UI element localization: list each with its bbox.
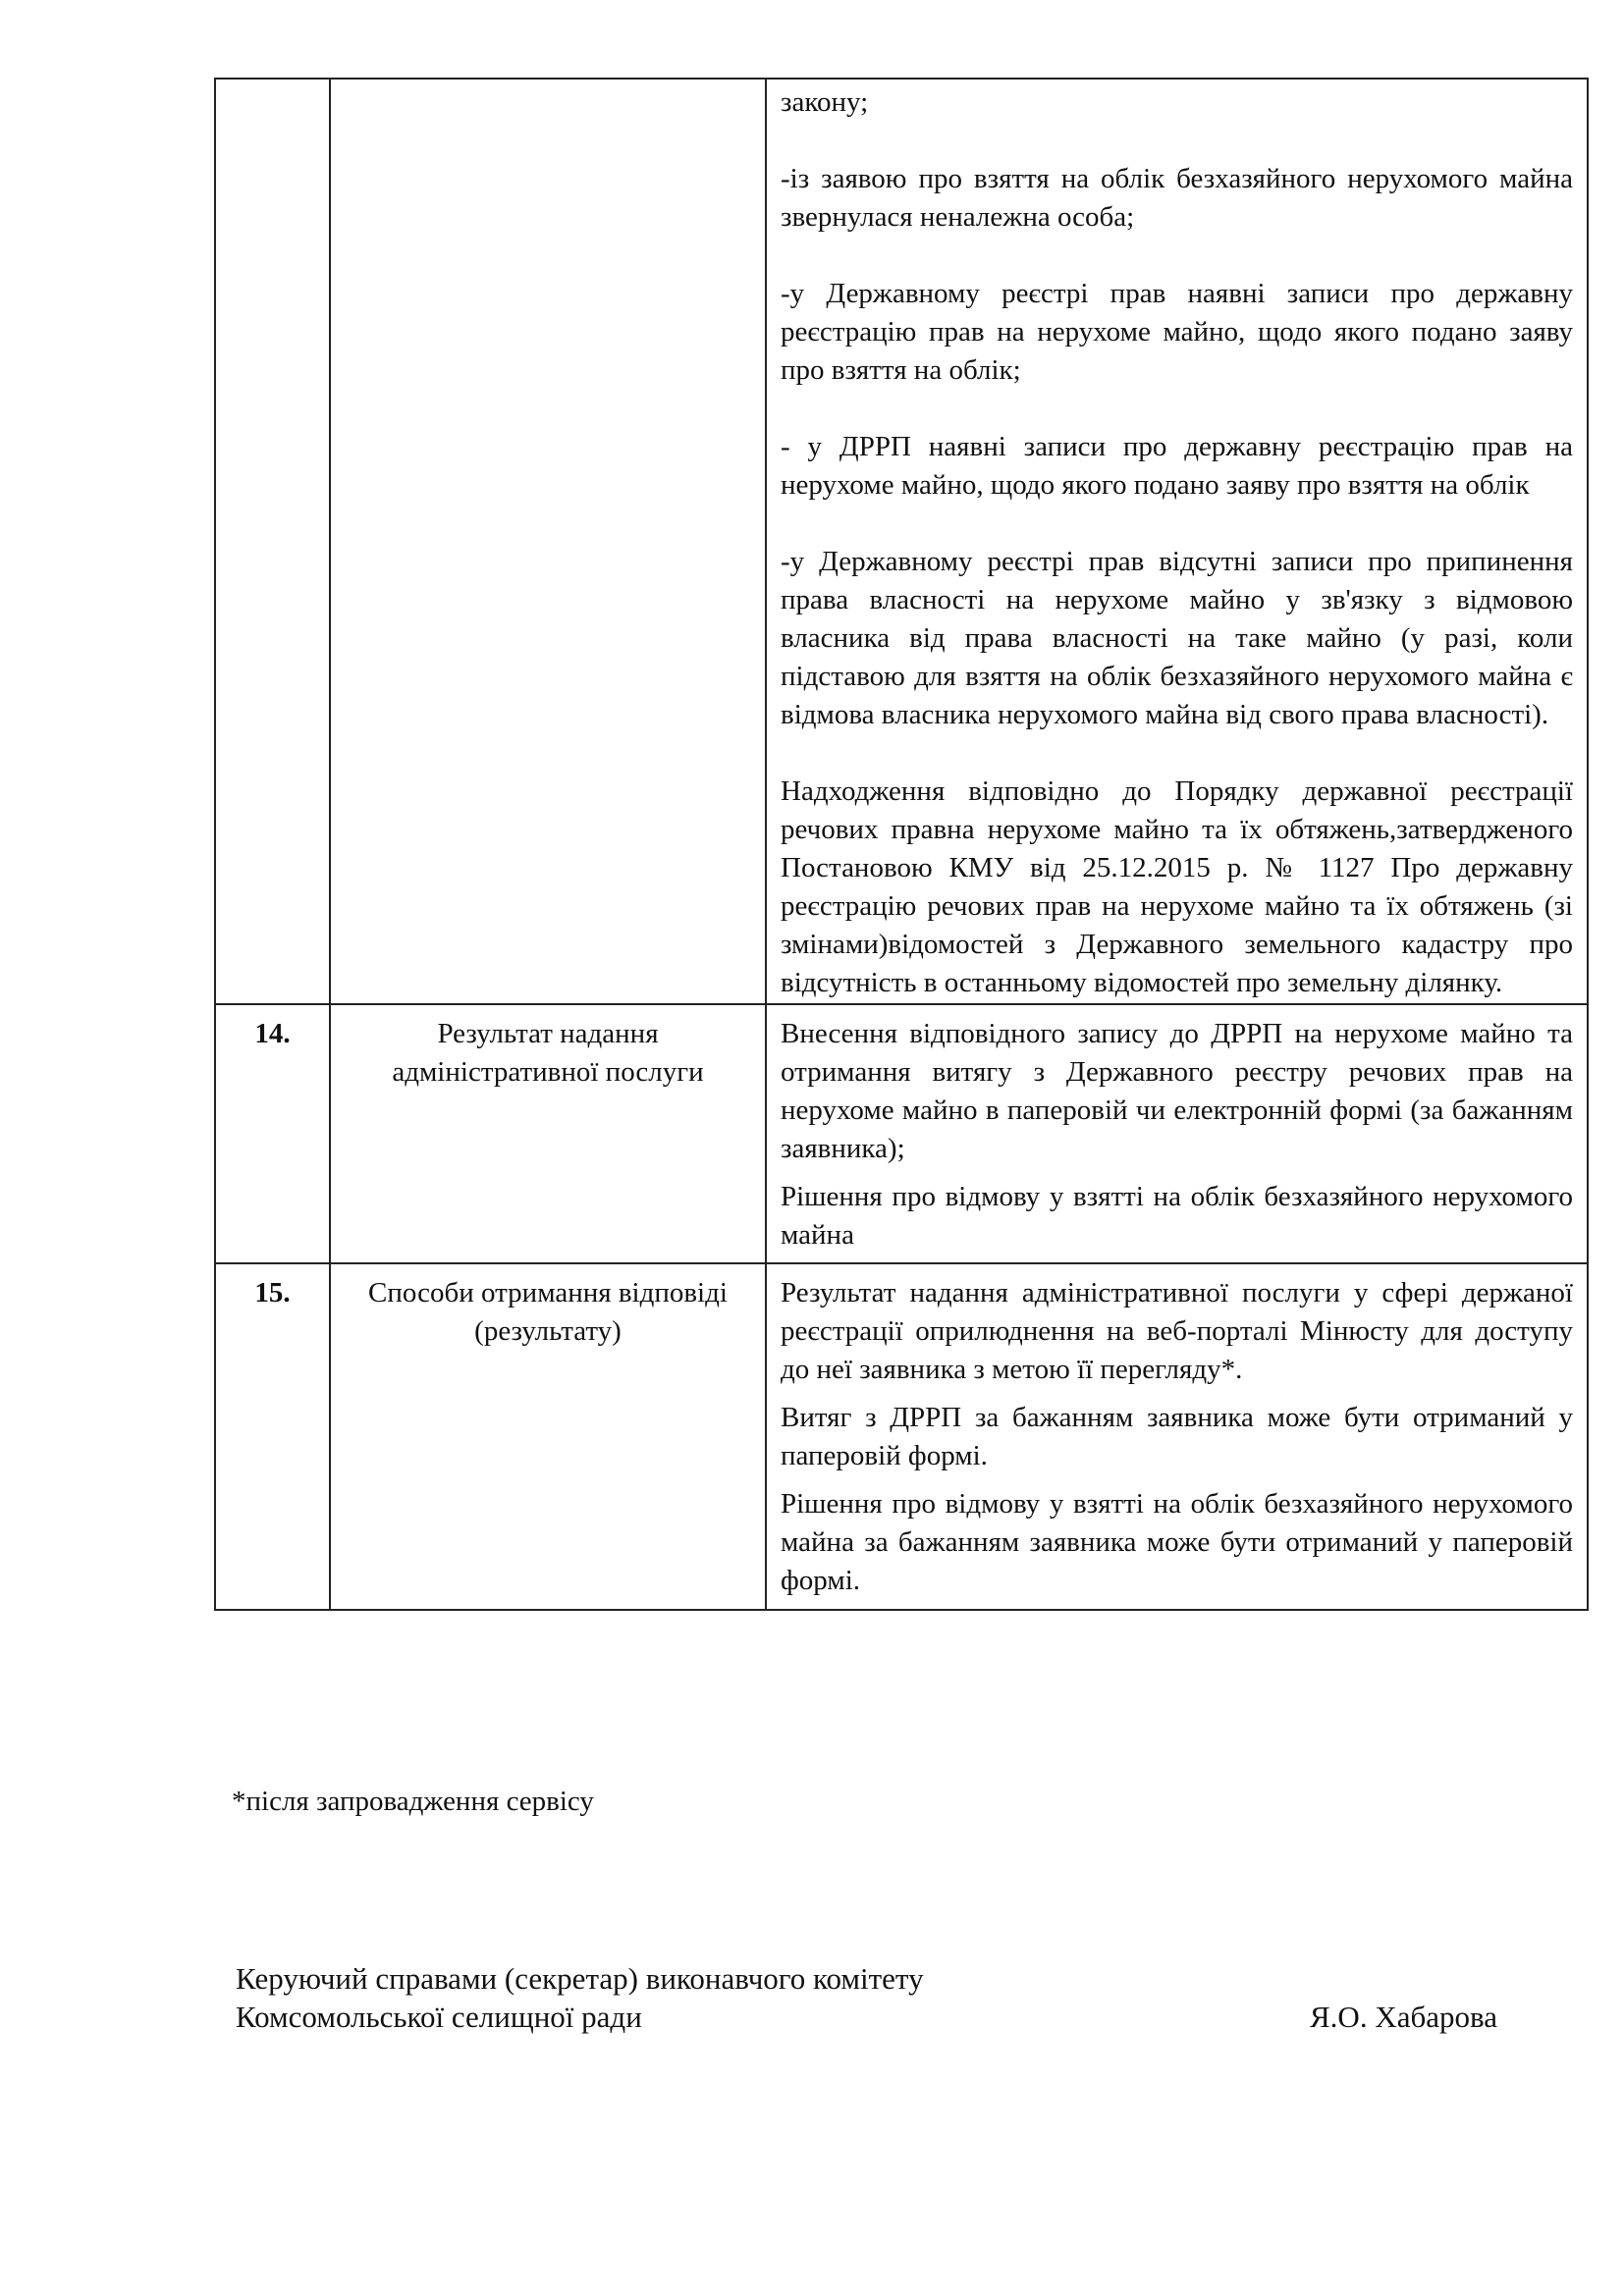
- paragraph: - у ДРРП наявні записи про державну реєстрацію прав на нерухоме майно, щодо якого подано заяву про взяття на облік: [781, 431, 1573, 501]
- row-number-cell: [215, 79, 330, 1004]
- paragraph: -із заявою про взяття на облік безхазяйного нерухомого майна звернулася неналежна особа;: [781, 163, 1573, 233]
- row-number: 14.: [254, 1018, 291, 1049]
- services-table: [214, 78, 1589, 1611]
- row-label: Результат надання адміністративної послуги: [392, 1018, 704, 1088]
- table-row-15: [215, 1263, 1588, 1610]
- paragraph: Результат надання адміністративної послуги у сфері держаної реєстрації оприлюднення на веб-порталі Мінюсту для доступу до неї заявника з метою її перегляду*.: [781, 1277, 1573, 1385]
- row-label: Способи отримання відповіді (результату): [368, 1277, 728, 1347]
- signature-organization: Комсомольської селищної ради: [236, 2000, 642, 2034]
- signature-position: Керуючий справами (секретар) виконавчого комітету: [236, 1961, 924, 1996]
- footnote: *після запровадження сервісу: [232, 1786, 594, 1817]
- row-number-cell: [215, 1263, 330, 1610]
- table-row-continuation: [215, 79, 1588, 1004]
- row-label-cell: [330, 79, 766, 1004]
- signature-name: Я.О. Хабарова: [1310, 2000, 1497, 2034]
- table-row-14: [215, 1004, 1588, 1263]
- paragraph: -у Державному реєстрі прав відсутні записи про припинення права власності на нерухоме майно у зв'язку з відмовою власника від права власності на таке майно (у разі, коли підставою для взяття на облік безхазяйного нерухомого майна є відмова власника нерухомого майна від свого права власності).: [781, 546, 1573, 730]
- row-label-cell: [330, 1004, 766, 1263]
- paragraph: Надходження відповідно до Порядку державної реєстрації речових правна нерухоме майно та їх обтяжень,затвердженого Постановою КМУ від 25.12.2015 р. № 1127 Про державну реєстрацію речових прав на нерухоме майно та їх обтяжень (зі змінами)відомостей з Державного земельного кадастру про відсутність в останньому відомостей про земельну ділянку.: [781, 775, 1573, 998]
- paragraph: Рішення про відмову у взятті на облік безхазяйного нерухомого майна за бажанням заявника може бути отриманий у паперовій формі.: [781, 1488, 1573, 1596]
- signature-block: [236, 1959, 924, 2036]
- row-content-cell: [766, 79, 1588, 1004]
- row-label-cell: [330, 1263, 766, 1610]
- row-content-cell: [766, 1004, 1588, 1263]
- paragraph: Рішення про відмову у взятті на облік безхазяйного нерухомого майна: [781, 1181, 1573, 1251]
- paragraph: -у Державному реєстрі прав наявні записи про державну реєстрацію прав на нерухоме майно, щодо якого подано заяву про взяття на облік;: [781, 278, 1573, 386]
- paragraph: Внесення відповідного запису до ДРРП на нерухоме майно та отримання витягу з Державного реєстру речових прав на нерухоме майно в паперовій чи електронній формі (за бажанням заявника);: [781, 1018, 1573, 1164]
- paragraph: закону;: [781, 86, 869, 118]
- row-content-cell: [766, 1263, 1588, 1610]
- row-number-cell: [215, 1004, 330, 1263]
- paragraph: Витяг з ДРРП за бажанням заявника може бути отриманий у паперовій формі.: [781, 1402, 1573, 1471]
- row-number: 15.: [254, 1277, 291, 1308]
